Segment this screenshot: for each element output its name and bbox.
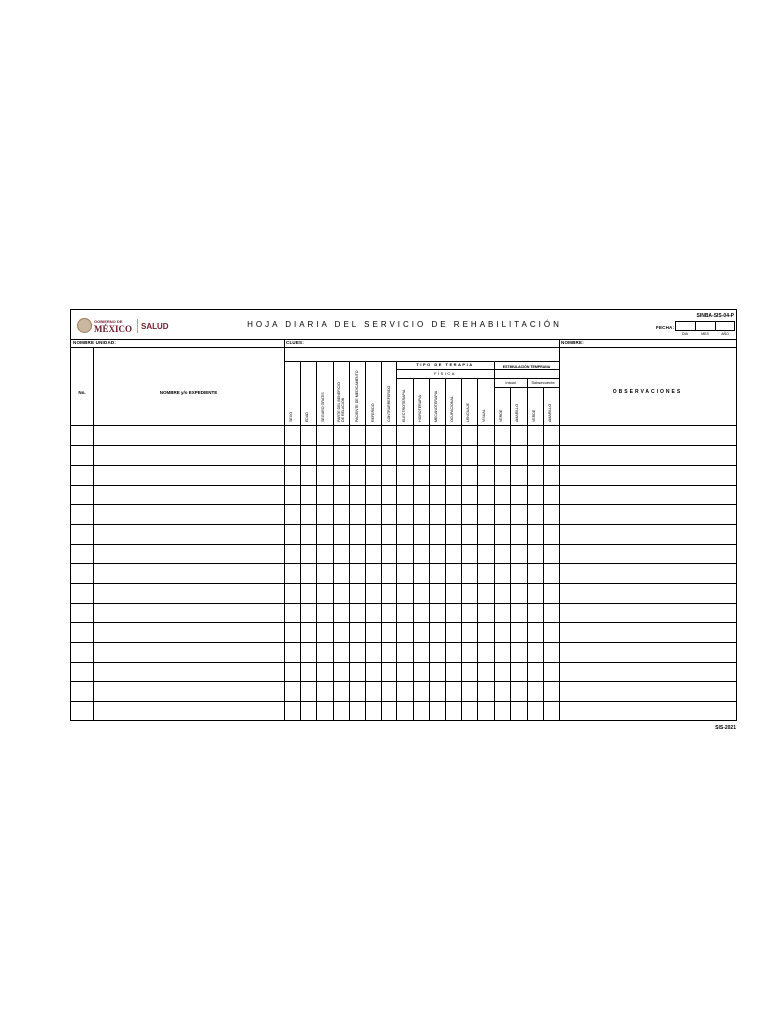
col-label-sexo: SEXO (289, 412, 293, 422)
fisica-header: FÍSICA (434, 371, 456, 376)
col-label-edad: EDAD (305, 412, 309, 422)
fecha-label: FECHA: (656, 325, 675, 330)
date-part-year: AÑO (721, 332, 729, 336)
subsecuente-header: Subsecuente (531, 380, 555, 385)
table-row[interactable] (71, 663, 736, 681)
table-row[interactable] (71, 682, 736, 701)
table-row[interactable] (71, 564, 736, 583)
table-row[interactable] (71, 426, 736, 445)
logo-gov-line2: MÉXICO (94, 324, 132, 334)
col-label-contrarreferido: CONTRARREFERIDO (387, 385, 391, 422)
no-header: No. (78, 390, 86, 395)
col-label-visual: VISUAL (482, 409, 486, 422)
table-row[interactable] (71, 545, 736, 563)
unidad-label: NOMBRE UNIDAD: (73, 340, 117, 345)
col-label-subsec-verde: VERDE (532, 409, 536, 422)
table-row[interactable] (71, 604, 736, 622)
col-label-beneficio: PARTE DEL BENEFICIO DE RELACIÓN (337, 382, 345, 422)
unidad-field[interactable] (121, 340, 281, 346)
col-label-subsec-amarillo: AMARILLO (548, 403, 552, 422)
table-row[interactable] (71, 702, 736, 720)
col-label-ocupacional: OCUPACIONAL (450, 396, 454, 422)
table-row[interactable] (71, 525, 736, 544)
col-label-lenguaje: LENGUAJE (466, 403, 470, 422)
col-label-electroterapia: ELECTROTERAPIA (402, 389, 406, 422)
form-title: HOJA DIARIA DEL SERVICIO DE REHABILITACIÓN (247, 320, 562, 329)
clues-field[interactable] (303, 340, 555, 346)
nombre-field[interactable] (583, 340, 733, 346)
nombre-label: NOMBRE: (561, 340, 584, 345)
footer-code: SIS-2021 (715, 725, 736, 731)
col-label-inicial-verde: VERDE (499, 409, 503, 422)
table-row[interactable] (71, 446, 736, 465)
form-sheet (70, 309, 737, 721)
table-row[interactable] (71, 486, 736, 504)
logo-salud: SALUD (141, 322, 169, 331)
table-row[interactable] (71, 466, 736, 485)
form-code: SINBA-SIS-04-P (696, 313, 734, 319)
col-label-mecanoterapia: MECANOTERAPIA (434, 390, 438, 422)
name-header: NOMBRE y/o EXPEDIENTE (159, 390, 218, 395)
col-label-hidroterapia: HIDROTERAPIA (418, 395, 422, 422)
col-label-paciente: PACIENTE DE MEDICAMENTO (355, 370, 359, 422)
logo-gov-line1: GOBIERNO DE (94, 319, 123, 324)
table-row[interactable] (71, 623, 736, 642)
date-part-month: MES (701, 332, 709, 336)
observaciones-header: OBSERVACIONES (612, 389, 683, 395)
estimulacion-header: ESTIMULACIÓN TEMPRANA (502, 365, 551, 369)
table-row[interactable] (71, 584, 736, 603)
col-label-seguro: SEGURO GRATIS (321, 392, 325, 422)
table-row[interactable] (71, 505, 736, 524)
table-row[interactable] (71, 643, 736, 662)
col-label-inicial-amarillo: AMARILLO (515, 403, 519, 422)
date-part-day: DIA (682, 332, 688, 336)
date-box (675, 321, 735, 331)
clues-label: CLUES: (286, 340, 304, 345)
col-label-referido: REFERIDO (371, 403, 375, 422)
tipo-terapia-header: TIPO DE TERAPIA (416, 362, 474, 367)
inicial-header: Inicial (505, 380, 516, 385)
